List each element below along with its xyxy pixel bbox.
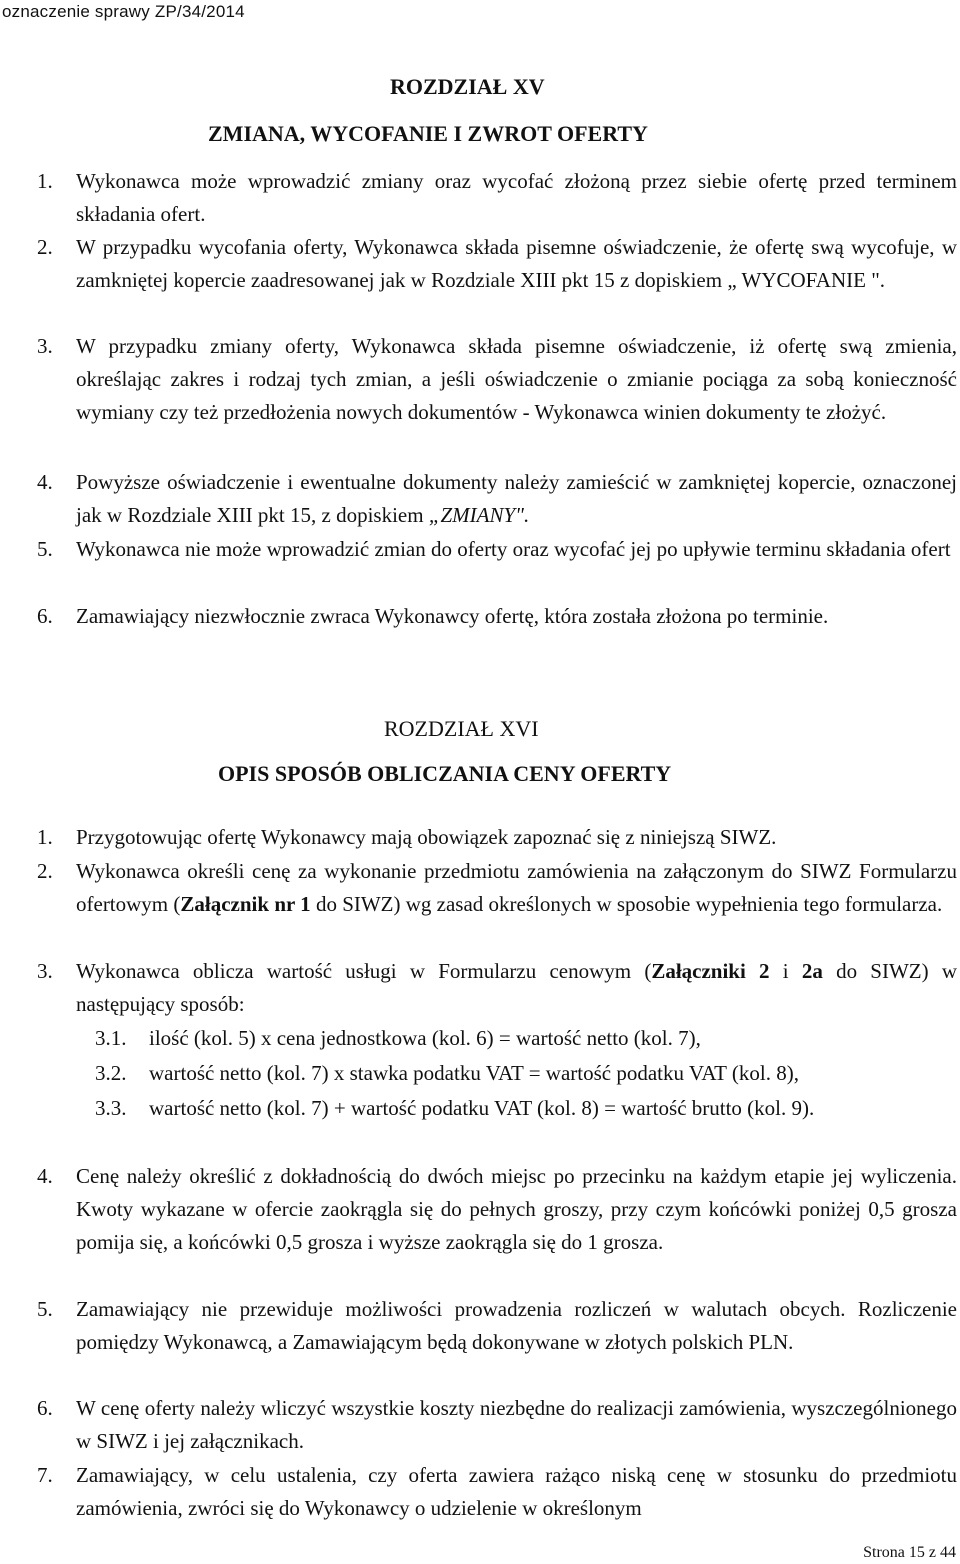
item-text	[76, 955, 957, 1021]
list-item	[37, 533, 957, 566]
item-number: 1.	[37, 169, 53, 193]
list-item	[37, 1459, 957, 1525]
item-number: 1.	[37, 825, 53, 849]
sub-list-item	[95, 1090, 957, 1127]
item-text-part: Powyższe oświadczenie i ewentualne dokumenty należy zamieścić w zamkniętej kopercie, oznaczonej jak w Rozdziale XIII pkt 15, z dopiskiem	[76, 470, 957, 527]
list-item	[37, 855, 957, 921]
item-number: 2.	[37, 235, 53, 259]
item-text: W cenę oferty należy wliczyć wszystkie koszty niezbędne do realizacji zamówienia, wyszczególnionego w SIWZ i jej załącznikach.	[76, 1396, 957, 1453]
item-number: 4.	[37, 1164, 53, 1188]
list-item	[37, 231, 957, 297]
list-item	[37, 600, 957, 633]
item-text: W przypadku zmiany oferty, Wykonawca składa pisemne oświadczenie, iż ofertę swą zmienia, określając zakres i rodzaj tych zmian, a jeśli oświadczenie o zmianie pociąga za sobą konieczność wymiany czy też przedłożenia nowych dokumentów - Wykonawca winien dokumenty te złożyć.	[76, 334, 957, 424]
list-item	[37, 165, 957, 231]
list-item	[37, 1160, 957, 1259]
item-number: 4.	[37, 470, 53, 494]
item-text-bold: Załączniki 2	[651, 959, 770, 983]
item-text: Cenę należy określić z dokładnością do dwóch miejsc po przecinku na każdym etapie jej wyliczenia. Kwoty wykazane w ofercie zaokrągla się do pełnych groszy, przy czym końcówki poniżej 0,5 grosza pomija się, a końcówki 0,5 grosza i wyższe zaokrągla się do 1 grosza.	[76, 1164, 957, 1254]
list-item	[37, 466, 957, 532]
item-text: W przypadku wycofania oferty, Wykonawca składa pisemne oświadczenie, że ofertę swą wycofuje, w zamkniętej kopercie zaadresowanej jak w Rozdziale XIII pkt 15 z dopiskiem „ WYCOFANIE ".	[76, 235, 957, 292]
chapter-16-title-text: ROZDZIAŁ XVI	[384, 716, 539, 741]
sub-item-text: wartość netto (kol. 7) x stawka podatku VAT = wartość podatku VAT (kol. 8),	[149, 1061, 799, 1085]
sub-list-item	[95, 1020, 957, 1057]
item-text: Zamawiający nie przewiduje możliwości prowadzenia rozliczeń w walutach obcych. Rozliczenie pomiędzy Wykonawcą, a Zamawiającym będą dokonywane w złotych polskich PLN.	[76, 1297, 957, 1354]
case-reference: oznaczenie sprawy ZP/34/2014	[2, 2, 245, 21]
list-item	[37, 955, 957, 1021]
sub-item-text: wartość netto (kol. 7) + wartość podatku VAT (kol. 8) = wartość brutto (kol. 9).	[149, 1096, 815, 1120]
item-text	[76, 855, 957, 921]
sub-item-number: 3.2.	[95, 1061, 127, 1085]
page-number: Strona 15 z 44	[863, 1544, 956, 1561]
item-text-italic: „ZMIANY".	[428, 503, 530, 527]
item-text	[76, 466, 957, 532]
sub-item-text: ilość (kol. 5) x cena jednostkowa (kol. 6) = wartość netto (kol. 7),	[149, 1026, 701, 1050]
item-text-part: Wykonawca określi cenę za wykonanie przedmiotu zamówienia na załączonym do SIWZ Formularzu ofertowym (	[76, 859, 957, 916]
sub-list-item	[95, 1055, 957, 1092]
list-item	[37, 1293, 957, 1359]
item-text: Zamawiający, w celu ustalenia, czy oferta zawiera rażąco niską cenę w stosunku do przedmiotu zamówienia, zwróci się do Wykonawcy o udzielenie w określonym	[76, 1463, 957, 1520]
item-text-part: do SIWZ) w następujący sposób:	[76, 959, 957, 1016]
sub-item-number: 3.1.	[95, 1026, 127, 1050]
item-number: 2.	[37, 859, 53, 883]
item-text-bold: 2a	[801, 959, 823, 983]
item-number: 3.	[37, 334, 53, 358]
item-text: Wykonawca może wprowadzić zmiany oraz wycofać złożoną przez siebie ofertę przed terminem składania ofert.	[76, 169, 957, 226]
item-number: 6.	[37, 604, 53, 628]
list-item	[37, 821, 957, 854]
item-text: Przygotowując ofertę Wykonawcy mają obowiązek zapoznać się z niniejszą SIWZ.	[76, 825, 777, 849]
chapter-15-title-text: ROZDZIAŁ XV	[390, 74, 545, 99]
item-number: 5.	[37, 537, 53, 561]
sub-item-number: 3.3.	[95, 1096, 127, 1120]
list-item	[37, 1392, 957, 1458]
list-item	[37, 330, 957, 429]
item-number: 3.	[37, 959, 53, 983]
item-text-part: do SIWZ) wg zasad określonych w sposobie wypełnienia tego formularza.	[310, 892, 943, 916]
item-text-part: Wykonawca oblicza wartość usługi w Formularzu cenowym (	[76, 959, 652, 983]
item-text: Wykonawca nie może wprowadzić zmian do oferty oraz wycofać jej po upływie terminu składania ofert	[76, 537, 951, 561]
chapter-16-subtitle-text: OPIS SPOSÓB OBLICZANIA CENY OFERTY	[218, 761, 672, 786]
item-number: 6.	[37, 1396, 53, 1420]
item-number: 7.	[37, 1463, 53, 1487]
item-text-bold: Załącznik nr 1	[180, 892, 311, 916]
chapter-15-subtitle-text: ZMIANA, WYCOFANIE I ZWROT OFERTY	[208, 121, 648, 146]
item-text: Zamawiający niezwłocznie zwraca Wykonawcy ofertę, która została złożona po terminie.	[76, 604, 829, 628]
item-text-part: i	[769, 959, 802, 983]
item-number: 5.	[37, 1297, 53, 1321]
